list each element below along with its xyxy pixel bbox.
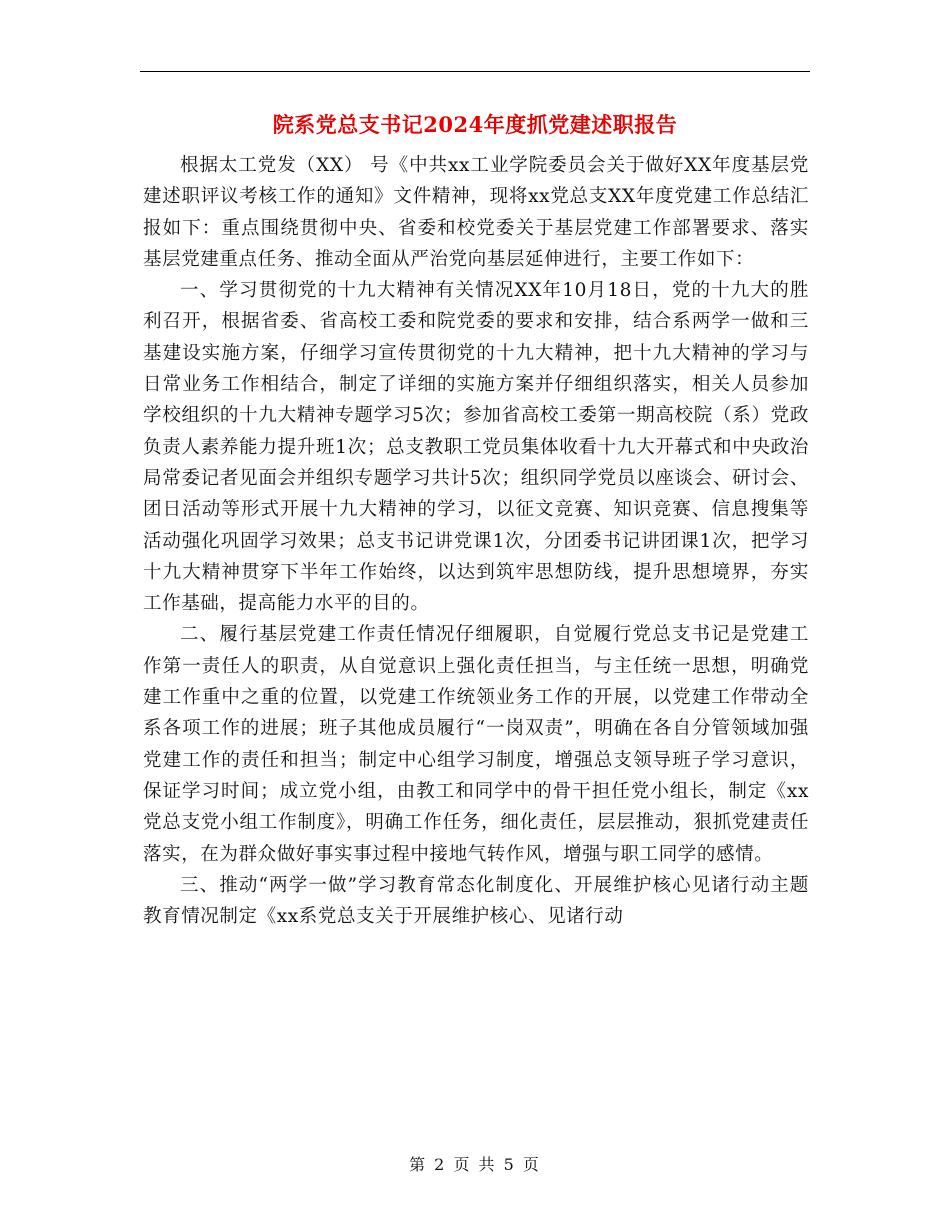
paragraph-section-1: 一、学习贯彻党的十九大精神有关情况XX年10月18日，党的十九大的胜利召开，根据省委、省高校工委和院党委的要求和安排，结合系两学一做和三基建设实施方案，仔细学习宣传贯彻党的十九大精神，把十九大精神的学习与日常业务工作相结合，制定了详细的实施方案并仔细组织落实，相关人员参加学校组织的十九大精神专题学习5次；参加省高校工委第一期高校院（系）党政负责人素养能力提升班1次；总支教职工党员集体收看十九大开幕式和中央政治局常委记者见面会并组织专题学习共计5次；组织同学党员以座谈会、研讨会、团日活动等形式开展十九大精神的学习，以征文竞赛、知识竞赛、信息搜集等活动强化巩固学习效果；总支书记讲党课1次，分团委书记讲团课1次，把学习十九大精神贯穿下半年工作始终，以达到筑牢思想防线，提升思想境界，夯实工作基础，提高能力水平的目的。 <box>143 280 809 615</box>
header-rule <box>140 71 810 72</box>
paragraph-section-2: 二、履行基层党建工作责任情况仔细履职，自觉履行党总支书记是党建工作第一责任人的职责，从自觉意识上强化责任担当，与主任统一思想，明确党建工作重中之重的位置，以党建工作统领业务工作的开展，以党建工作带动全系各项工作的进展；班子其他成员履行“一岗双责”，明确在各自分管领域加强党建工作的责任和担当；制定中心组学习制度，增强总支领导班子学习意识，保证学习时间；成立党小组，由教工和同学中的骨干担任党小组长，制定《xx党总支党小组工作制度》，明确工作任务，细化责任，层层推动，狠抓党建责任落实，在为群众做好事实事过程中接地气转作风，增强与职工同学的感情。 <box>143 624 809 865</box>
document-body <box>143 150 809 932</box>
page-number: 第 2 页 共 5 页 <box>409 1155 541 1174</box>
paragraph-section-3: 三、推动“两学一做”学习教育常态化制度化、开展维护核心见诸行动主题教育情况制定《xx系党总支关于开展维护核心、见诸行动 <box>143 874 809 928</box>
document-title: 院系党总支书记2024年度抓党建述职报告 <box>272 112 678 137</box>
paragraph-intro: 根据太工党发（XX） 号《中共xx工业学院委员会关于做好XX年度基层党建述职评议考核工作的通知》文件精神，现将xx党总支XX年度党建工作总结汇报如下：重点围绕贯彻中央、省委和校党委关于基层党建工作部署要求、落实基层党建重点任务、推动全面从严治党向基层延伸进行，主要工作如下： <box>143 155 809 270</box>
